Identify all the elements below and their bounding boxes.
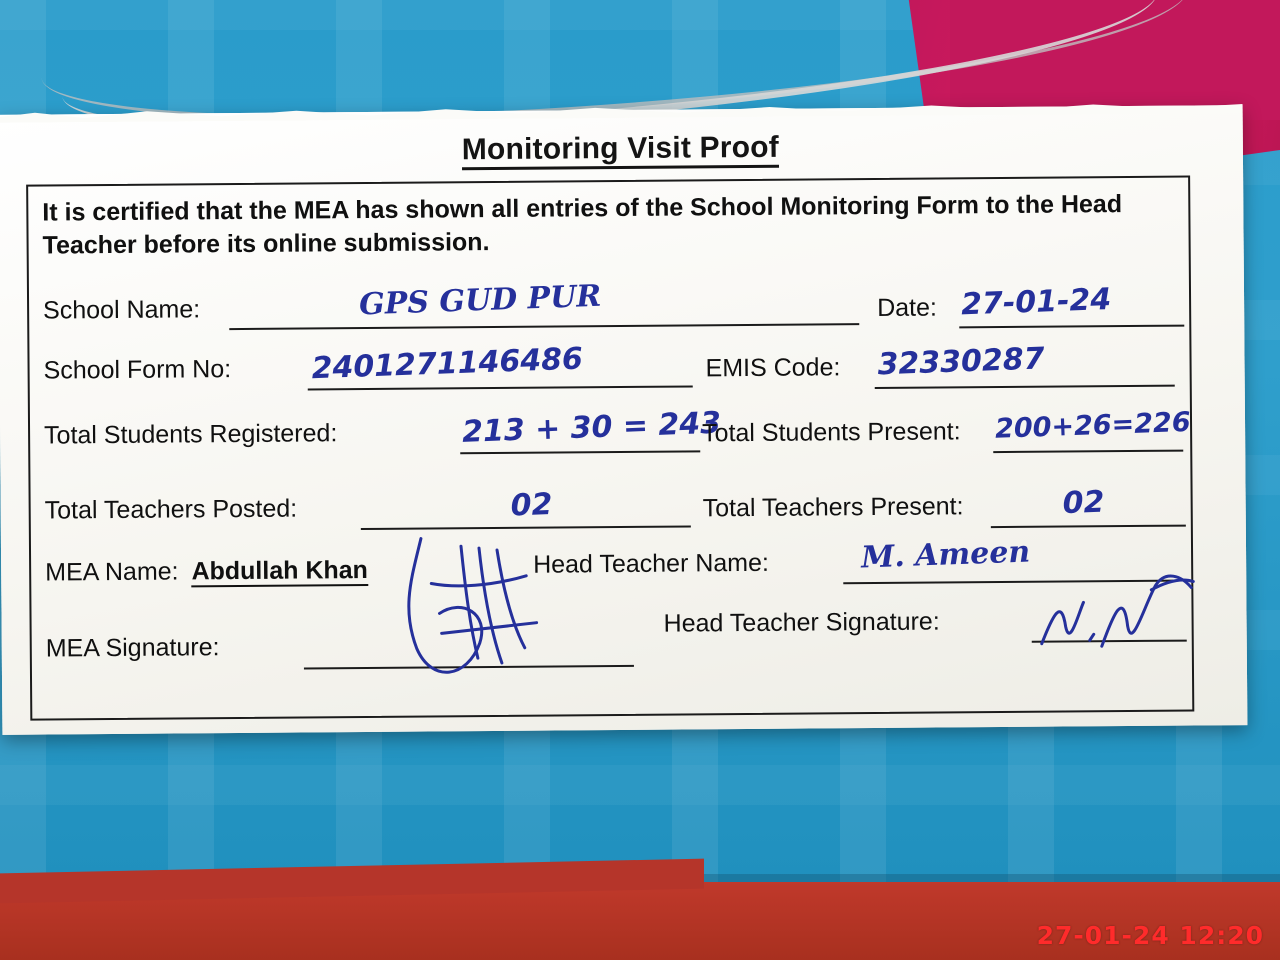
- mea-name-value: Abdullah Khan: [191, 556, 368, 586]
- total-teachers-posted-rule: [361, 524, 691, 530]
- date-label: Date:: [877, 293, 938, 322]
- total-teachers-posted-label: Total Teachers Posted:: [44, 494, 298, 525]
- mea-signature-label: MEA Signature:: [45, 633, 220, 663]
- certification-statement: It is certified that the MEA has shown all entries of the School Monitoring Form to the Head Teacher before its online submission.: [42, 190, 1123, 260]
- school-name-rule: [229, 322, 859, 330]
- form-border-box: [26, 176, 1194, 721]
- school-name-value: GPS GUD PUR: [358, 278, 602, 323]
- total-students-registered-rule: [460, 449, 700, 454]
- mea-signature-rule: [304, 664, 634, 670]
- camera-timestamp: 27-01-24 12:20: [1036, 921, 1264, 950]
- school-form-no-label: School Form No:: [43, 355, 232, 385]
- page-title-text: Monitoring Visit Proof: [462, 131, 779, 170]
- emis-code-value: 32330287: [876, 341, 1046, 383]
- total-students-registered-label: Total Students Registered:: [43, 419, 338, 450]
- date-rule: [959, 324, 1184, 329]
- total-teachers-present-label: Total Teachers Present:: [702, 492, 964, 523]
- total-students-present-value: 200+26=226: [994, 406, 1192, 445]
- school-form-no-value: 2401271146486: [311, 341, 584, 387]
- head-teacher-signature-label: Head Teacher Signature:: [663, 607, 940, 638]
- total-students-registered-value: 213 + 30 = 243: [461, 405, 722, 450]
- total-teachers-posted-value: 02: [510, 486, 554, 524]
- head-teacher-signature-rule: [1032, 639, 1187, 643]
- total-students-present-rule: [993, 449, 1183, 453]
- emis-code-label: EMIS Code:: [705, 353, 841, 383]
- mea-name-label: MEA Name: Abdullah Khan: [45, 556, 368, 587]
- date-value: 27-01-24: [960, 282, 1112, 323]
- head-teacher-name-rule: [843, 579, 1173, 585]
- monitoring-visit-proof-form: [0, 105, 1247, 735]
- emis-code-rule: [875, 384, 1175, 389]
- total-teachers-present-value: 02: [1062, 484, 1106, 522]
- school-form-no-rule: [308, 384, 693, 390]
- school-name-label: School Name:: [43, 295, 201, 325]
- head-teacher-name-label: Head Teacher Name:: [533, 548, 770, 579]
- total-teachers-present-rule: [991, 524, 1186, 529]
- head-teacher-name-value: M. Ameen: [860, 534, 1031, 576]
- total-students-present-label: Total Students Present:: [701, 417, 961, 448]
